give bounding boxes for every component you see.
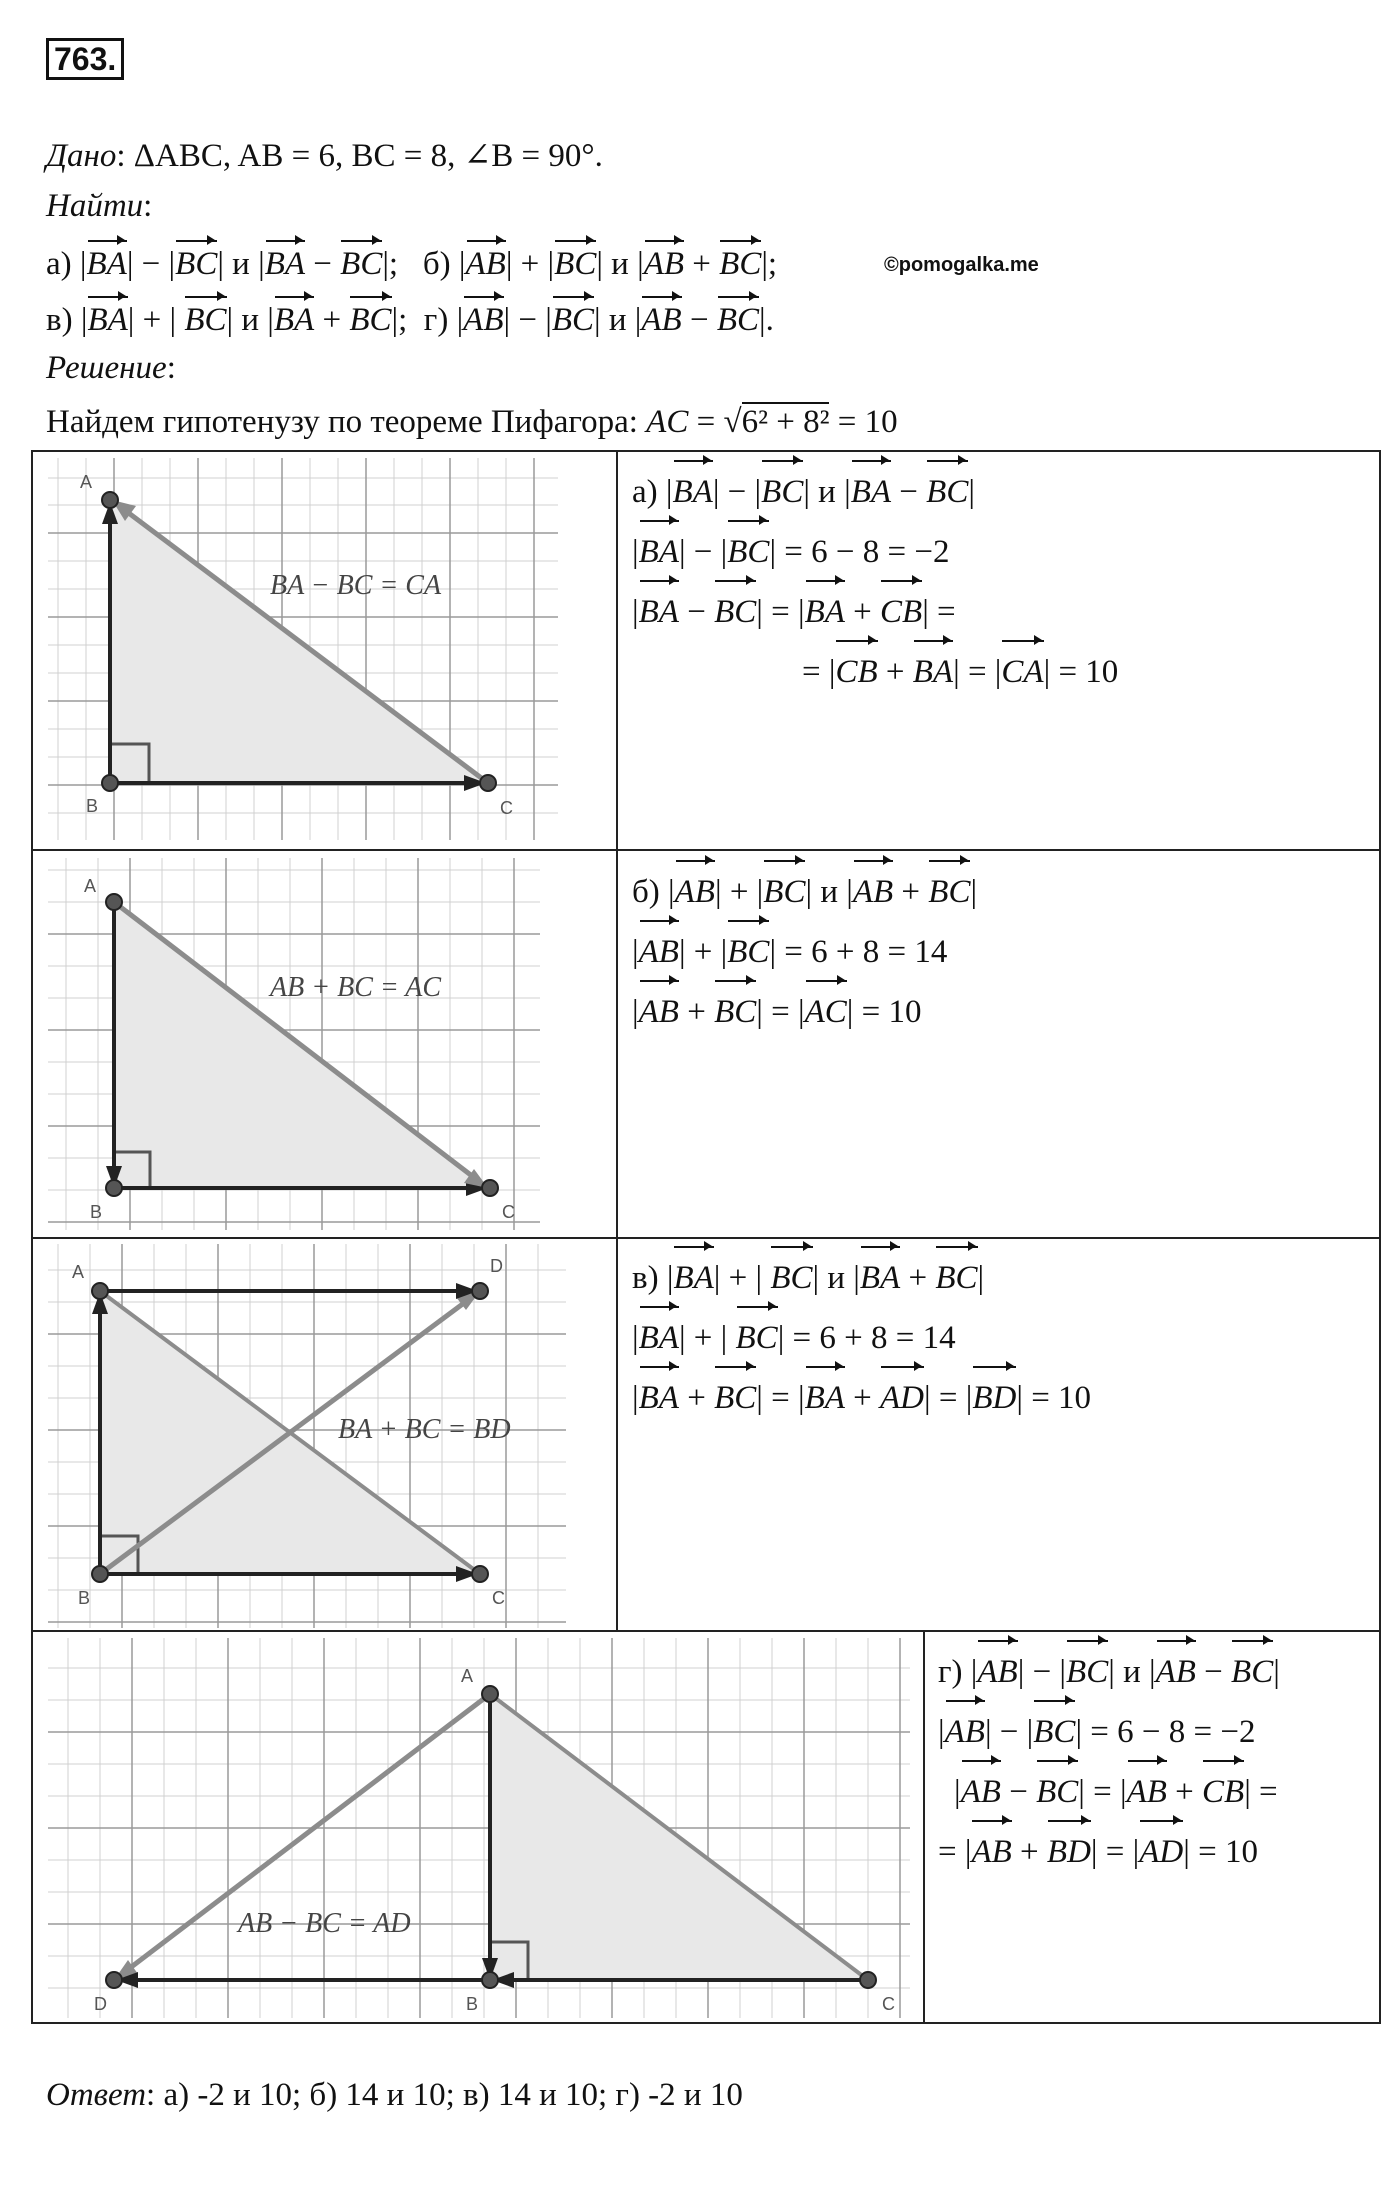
problem-number: 763. — [46, 38, 124, 80]
point-c — [472, 1566, 488, 1582]
point-a-label: A — [461, 1666, 474, 1686]
cell-d-line-4: = |AB + BD| = |AD| = 10 — [938, 1818, 1280, 1878]
point-b — [102, 775, 118, 791]
cell-a-line-3: |BA − BC| = |BA + CB| = — [632, 578, 1118, 638]
find-text: : — [143, 188, 153, 224]
point-c-label: C — [500, 798, 513, 818]
point-c — [480, 775, 496, 791]
answer-line — [46, 2073, 743, 2117]
point-a — [92, 1283, 108, 1299]
figure-c — [48, 1244, 566, 1628]
cell-c-line-1: в) |BA| + | BC| и |BA + BC| — [632, 1244, 1091, 1304]
cell-b-line-1: б) |AB| + |BC| и |AB + BC| — [632, 858, 977, 918]
cell-c-line-3: |BA + BC| = |BA + AD| = |BD| = 10 — [632, 1364, 1091, 1424]
cell-a-text — [632, 458, 1118, 698]
cell-d-text — [938, 1638, 1280, 1878]
figure-label: AB + BC = AC — [270, 972, 442, 1003]
point-c-label: C — [882, 1994, 895, 2014]
point-c — [860, 1972, 876, 1988]
figure-label: AB − BC = AD — [238, 1908, 411, 1939]
cell-c-line-2: |BA| + | BC| = 6 + 8 = 14 — [632, 1304, 1091, 1364]
point-c-label: C — [502, 1202, 515, 1222]
cell-d-line-2: |AB| − |BC| = 6 − 8 = −2 — [938, 1698, 1280, 1758]
point-d-label: D — [94, 1994, 107, 2014]
figure-label: BA − BC = CA — [270, 570, 442, 601]
pythagoras-line: Найдем гипотенузу по теореме Пифагора: AC = √6² + 8² = 10 — [46, 404, 898, 440]
figure-b — [48, 858, 540, 1230]
solution-label: Решение — [46, 350, 167, 386]
point-b — [106, 1180, 122, 1196]
cell-b-text — [632, 858, 977, 1038]
point-d — [472, 1283, 488, 1299]
point-c-label: C — [492, 1588, 505, 1608]
solution-text: : — [166, 350, 176, 386]
point-a — [482, 1686, 498, 1702]
given-label: Дано — [46, 138, 117, 174]
point-b-label: B — [78, 1588, 91, 1608]
point-b-label: B — [90, 1202, 103, 1222]
cell-b-line-3: |AB + BC| = |AC| = 10 — [632, 978, 977, 1038]
point-d-label: D — [490, 1256, 503, 1276]
point-a — [102, 492, 118, 508]
answer-text: : а) -2 и 10; б) 14 и 10; в) 14 и 10; г) -2 и 10 — [146, 2077, 743, 2113]
point-a-label: A — [80, 472, 93, 492]
cell-a-line-4: = |CB + BA| = |CA| = 10 — [632, 638, 1118, 698]
find-label: Найти — [46, 188, 144, 224]
point-b-label: B — [86, 796, 99, 816]
cell-d-line-1: г) |AB| − |BC| и |AB − BC| — [938, 1638, 1280, 1698]
point-d — [106, 1972, 122, 1988]
cell-d-line-3: |AB − BC| = |AB + CB| = — [938, 1758, 1280, 1818]
point-a-label: A — [84, 876, 97, 896]
point-b — [482, 1972, 498, 1988]
cell-a-line-2: |BA| − |BC| = 6 − 8 = −2 — [632, 518, 1118, 578]
figure-d — [48, 1638, 910, 2018]
given-text: : ΔABC, AB = 6, BC = 8, ∠B = 90°. — [116, 138, 603, 174]
point-a — [106, 894, 122, 910]
cell-c-text — [632, 1244, 1091, 1424]
point-b-label: B — [466, 1994, 479, 2014]
point-c — [482, 1180, 498, 1196]
point-a-label: A — [72, 1262, 85, 1282]
find-line-1: а) |BA| − |BC| и |BA − BC|; б) |AB| + |BC| и |AB + BC|; — [46, 238, 777, 286]
figure-label: BA + BC = BD — [338, 1414, 511, 1445]
find-line-2: в) |BA| + | BC| и |BA + BC|; г) |AB| − |BC| и |AB − BC|. — [46, 294, 774, 342]
watermark: ©pomogalka.me — [884, 254, 1039, 276]
cell-b-line-2: |AB| + |BC| = 6 + 8 = 14 — [632, 918, 977, 978]
figure-a — [48, 458, 558, 840]
point-b — [92, 1566, 108, 1582]
answer-label: Ответ — [46, 2077, 147, 2113]
cell-a-line-1: а) |BA| − |BC| и |BA − BC| — [632, 458, 1118, 518]
